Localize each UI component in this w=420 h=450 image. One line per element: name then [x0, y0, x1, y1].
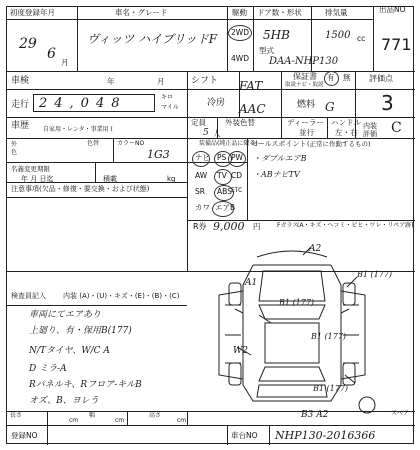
- era-value: 29: [19, 36, 37, 52]
- car-diagram: [207, 235, 377, 415]
- door-value: 5HB: [263, 28, 290, 42]
- color-no-value: 1G3: [147, 148, 170, 161]
- r-ticket-unit: 円: [253, 222, 261, 231]
- shaken-label: 車検: [11, 76, 30, 86]
- drive-2wd-circle: [228, 25, 252, 41]
- color-change-label: 色替: [87, 140, 100, 147]
- fuel-value: G: [325, 100, 335, 114]
- ac-value: AAC: [239, 102, 266, 116]
- notes-label: 注意事項(欠品・修復・要交換・および状態): [11, 185, 150, 193]
- equip-sr: SR: [195, 187, 205, 196]
- chassis-label: 車台NO: [231, 431, 258, 440]
- exterior-color-label: 外装色替: [225, 118, 255, 127]
- line: [247, 138, 248, 220]
- diagram-mark-a1: A1: [245, 278, 258, 288]
- mile-label: マイル: [161, 104, 179, 111]
- line: [7, 425, 415, 426]
- shaken-year-unit: 年: [107, 77, 115, 86]
- shaken-month-unit: 月: [157, 77, 165, 86]
- sales-point-2: ・ABナビTV: [253, 170, 300, 179]
- line: [227, 7, 228, 71]
- drive-4wd: 4WD: [231, 54, 249, 63]
- drive-2wd: 2WD: [231, 28, 249, 37]
- inspector-line-4: D ミラ-A: [29, 364, 67, 374]
- line: [227, 425, 228, 445]
- equip-tv-circle: [214, 169, 232, 185]
- seizure-unit: kg: [167, 175, 176, 183]
- dealer-label: ディーラー: [287, 118, 324, 127]
- title-change-label: 名義変更期限: [11, 165, 50, 173]
- equip-kawa: カワ: [195, 203, 210, 212]
- interior-label: 内装: [363, 122, 377, 130]
- fglass-label: Fガラス: [277, 222, 299, 229]
- line: [7, 19, 373, 20]
- shift-value: FAT: [239, 79, 263, 93]
- diagram-mark-b1-center: B1 (177): [311, 332, 347, 341]
- handle-label: ハンドル: [331, 118, 361, 127]
- month-unit: 月: [61, 58, 69, 67]
- inspector-line-2: 上廻り、有・保用B(177): [29, 326, 132, 336]
- length-label: 長さ: [10, 412, 23, 419]
- warranty-none: 無: [343, 73, 351, 82]
- cc-value: 1500: [325, 30, 351, 41]
- line: [47, 411, 48, 425]
- warranty-label: 保証書: [293, 72, 317, 81]
- chassis-value: NHP130-2016366: [275, 429, 376, 442]
- exhibit-no: 771: [381, 35, 412, 54]
- line: [187, 411, 188, 425]
- capacity-unit: 人: [213, 129, 221, 138]
- diagram-mark-b3-a2: B3 A2: [301, 410, 329, 420]
- damage-legend: (A・キズ・ヘコミ・ビヒ・ワレ・リペア跡): [297, 222, 414, 229]
- history-sub: 自家用・レンタ・事業用 (: [43, 126, 113, 133]
- score-label: 評価点: [369, 74, 393, 83]
- exhibit-label: 出品NO: [379, 5, 406, 14]
- km-label: キロ: [161, 94, 174, 101]
- equip-tv: TV: [217, 171, 227, 180]
- color-label: 色: [11, 149, 18, 156]
- inspector-line-6: オズ、B、ヨレう: [29, 396, 99, 406]
- length-unit: cm: [69, 417, 79, 424]
- seizure-label: 積載: [103, 175, 117, 183]
- equip-abs: ABS: [217, 187, 232, 196]
- sales-point-label: セールスポイント: [251, 140, 307, 148]
- equip-pw-circle: [228, 151, 246, 167]
- line: [7, 305, 187, 306]
- mileage-value: 24,048: [39, 96, 127, 111]
- line: [47, 425, 48, 445]
- first-reg-label: 初度登録年月: [10, 8, 55, 17]
- inspector-line-3: N/Tタイヤ、W/C A: [29, 346, 110, 356]
- equip-pw: PW: [231, 153, 243, 162]
- width-label: 幅: [89, 412, 96, 419]
- door-label: ドア数・形状: [257, 8, 302, 17]
- line: [7, 71, 415, 72]
- title-change-sub: 年 月 日迄: [21, 175, 54, 183]
- car-name-value: ヴィッツ ハイブリッドF: [87, 32, 218, 46]
- warranty-have: 有: [327, 73, 335, 82]
- equip-etc: ETC: [231, 187, 243, 194]
- diagram-mark-a2-top: A2: [309, 244, 322, 254]
- color-no-label: カラーNO: [117, 140, 145, 147]
- line: [127, 411, 128, 425]
- spare-label: スペア: [391, 410, 410, 417]
- month-value: 6: [47, 46, 56, 62]
- equip-ps: PS: [217, 153, 227, 162]
- mileage-label: 走行: [11, 100, 30, 110]
- drive-label: 駆動: [232, 8, 247, 17]
- line: [95, 162, 96, 182]
- r-ticket-label: R券: [193, 222, 207, 231]
- line: [373, 7, 374, 71]
- sales-point-sub: (正常に作動するもの): [307, 140, 371, 148]
- model-label: 型式: [259, 46, 274, 55]
- line: [7, 197, 187, 198]
- warranty-sub: 取説ナビ・取説: [285, 82, 324, 88]
- equip-airb: エアB: [215, 203, 236, 212]
- equipment-label: 装備品(純正品に限る): [199, 140, 258, 147]
- inspector-legend: 内装 (A)・(U)・キズ・(E)・(B)・(C): [63, 292, 180, 300]
- auction-sheet: [6, 6, 414, 444]
- fuel-label: 燃料: [297, 100, 316, 110]
- line: [77, 7, 78, 71]
- line: [187, 71, 188, 271]
- warranty-have-circle: [324, 71, 339, 86]
- inspector-line-5: Rパネルキ、Rフロア-キルB: [29, 380, 142, 390]
- sales-point-1: ・ダブルエアB: [253, 154, 307, 163]
- dealer-sub: 並行: [299, 128, 314, 137]
- capacity-value: 5: [203, 128, 209, 138]
- displacement-label: 排気量: [325, 8, 348, 17]
- capacity-label: 定員: [191, 118, 206, 127]
- diagram-mark-w2: W2: [233, 346, 248, 356]
- inspector-line-1: 車両にてエアあり: [29, 310, 102, 320]
- car-name-label: 車名・グレード: [115, 8, 168, 17]
- interior-value: C: [391, 120, 402, 136]
- equip-cd: CD: [231, 171, 243, 180]
- model-value: DAA-NHP130: [269, 56, 339, 67]
- line: [253, 7, 254, 71]
- shift-label: シフト: [191, 76, 219, 86]
- line: [269, 425, 270, 445]
- diagram-mark-b1-rear: B1 (177): [313, 384, 349, 393]
- width-unit: cm: [115, 417, 125, 424]
- inspector-label: 検査員記入: [11, 292, 46, 300]
- history-label: 車歴: [11, 121, 30, 131]
- reg-no-label: 登録NO: [11, 431, 38, 440]
- line: [7, 89, 415, 90]
- exterior-label: 外: [11, 141, 18, 148]
- cc-unit: cc: [357, 34, 366, 43]
- line: [7, 162, 187, 163]
- diagram-mark-b1-left: B1 (177): [279, 298, 315, 307]
- equip-airb-circle: [212, 201, 234, 217]
- equip-navi-circle: [192, 151, 210, 167]
- line: [7, 138, 415, 139]
- interior-sub: 評価: [363, 130, 377, 138]
- handle-sub: 左・右: [335, 128, 358, 137]
- equip-aw: AW: [195, 171, 208, 180]
- r-ticket-value: 9,000: [213, 220, 245, 233]
- ac-label: 冷房: [207, 98, 226, 108]
- equip-navi: ナビ: [195, 153, 210, 162]
- line: [281, 71, 282, 138]
- line: [327, 117, 328, 138]
- diagram-mark-b1-right: B1 (177): [357, 270, 393, 279]
- height-unit: cm: [177, 417, 187, 424]
- score-value: 3: [381, 91, 394, 115]
- line: [113, 138, 114, 162]
- height-label: 高さ: [149, 412, 162, 419]
